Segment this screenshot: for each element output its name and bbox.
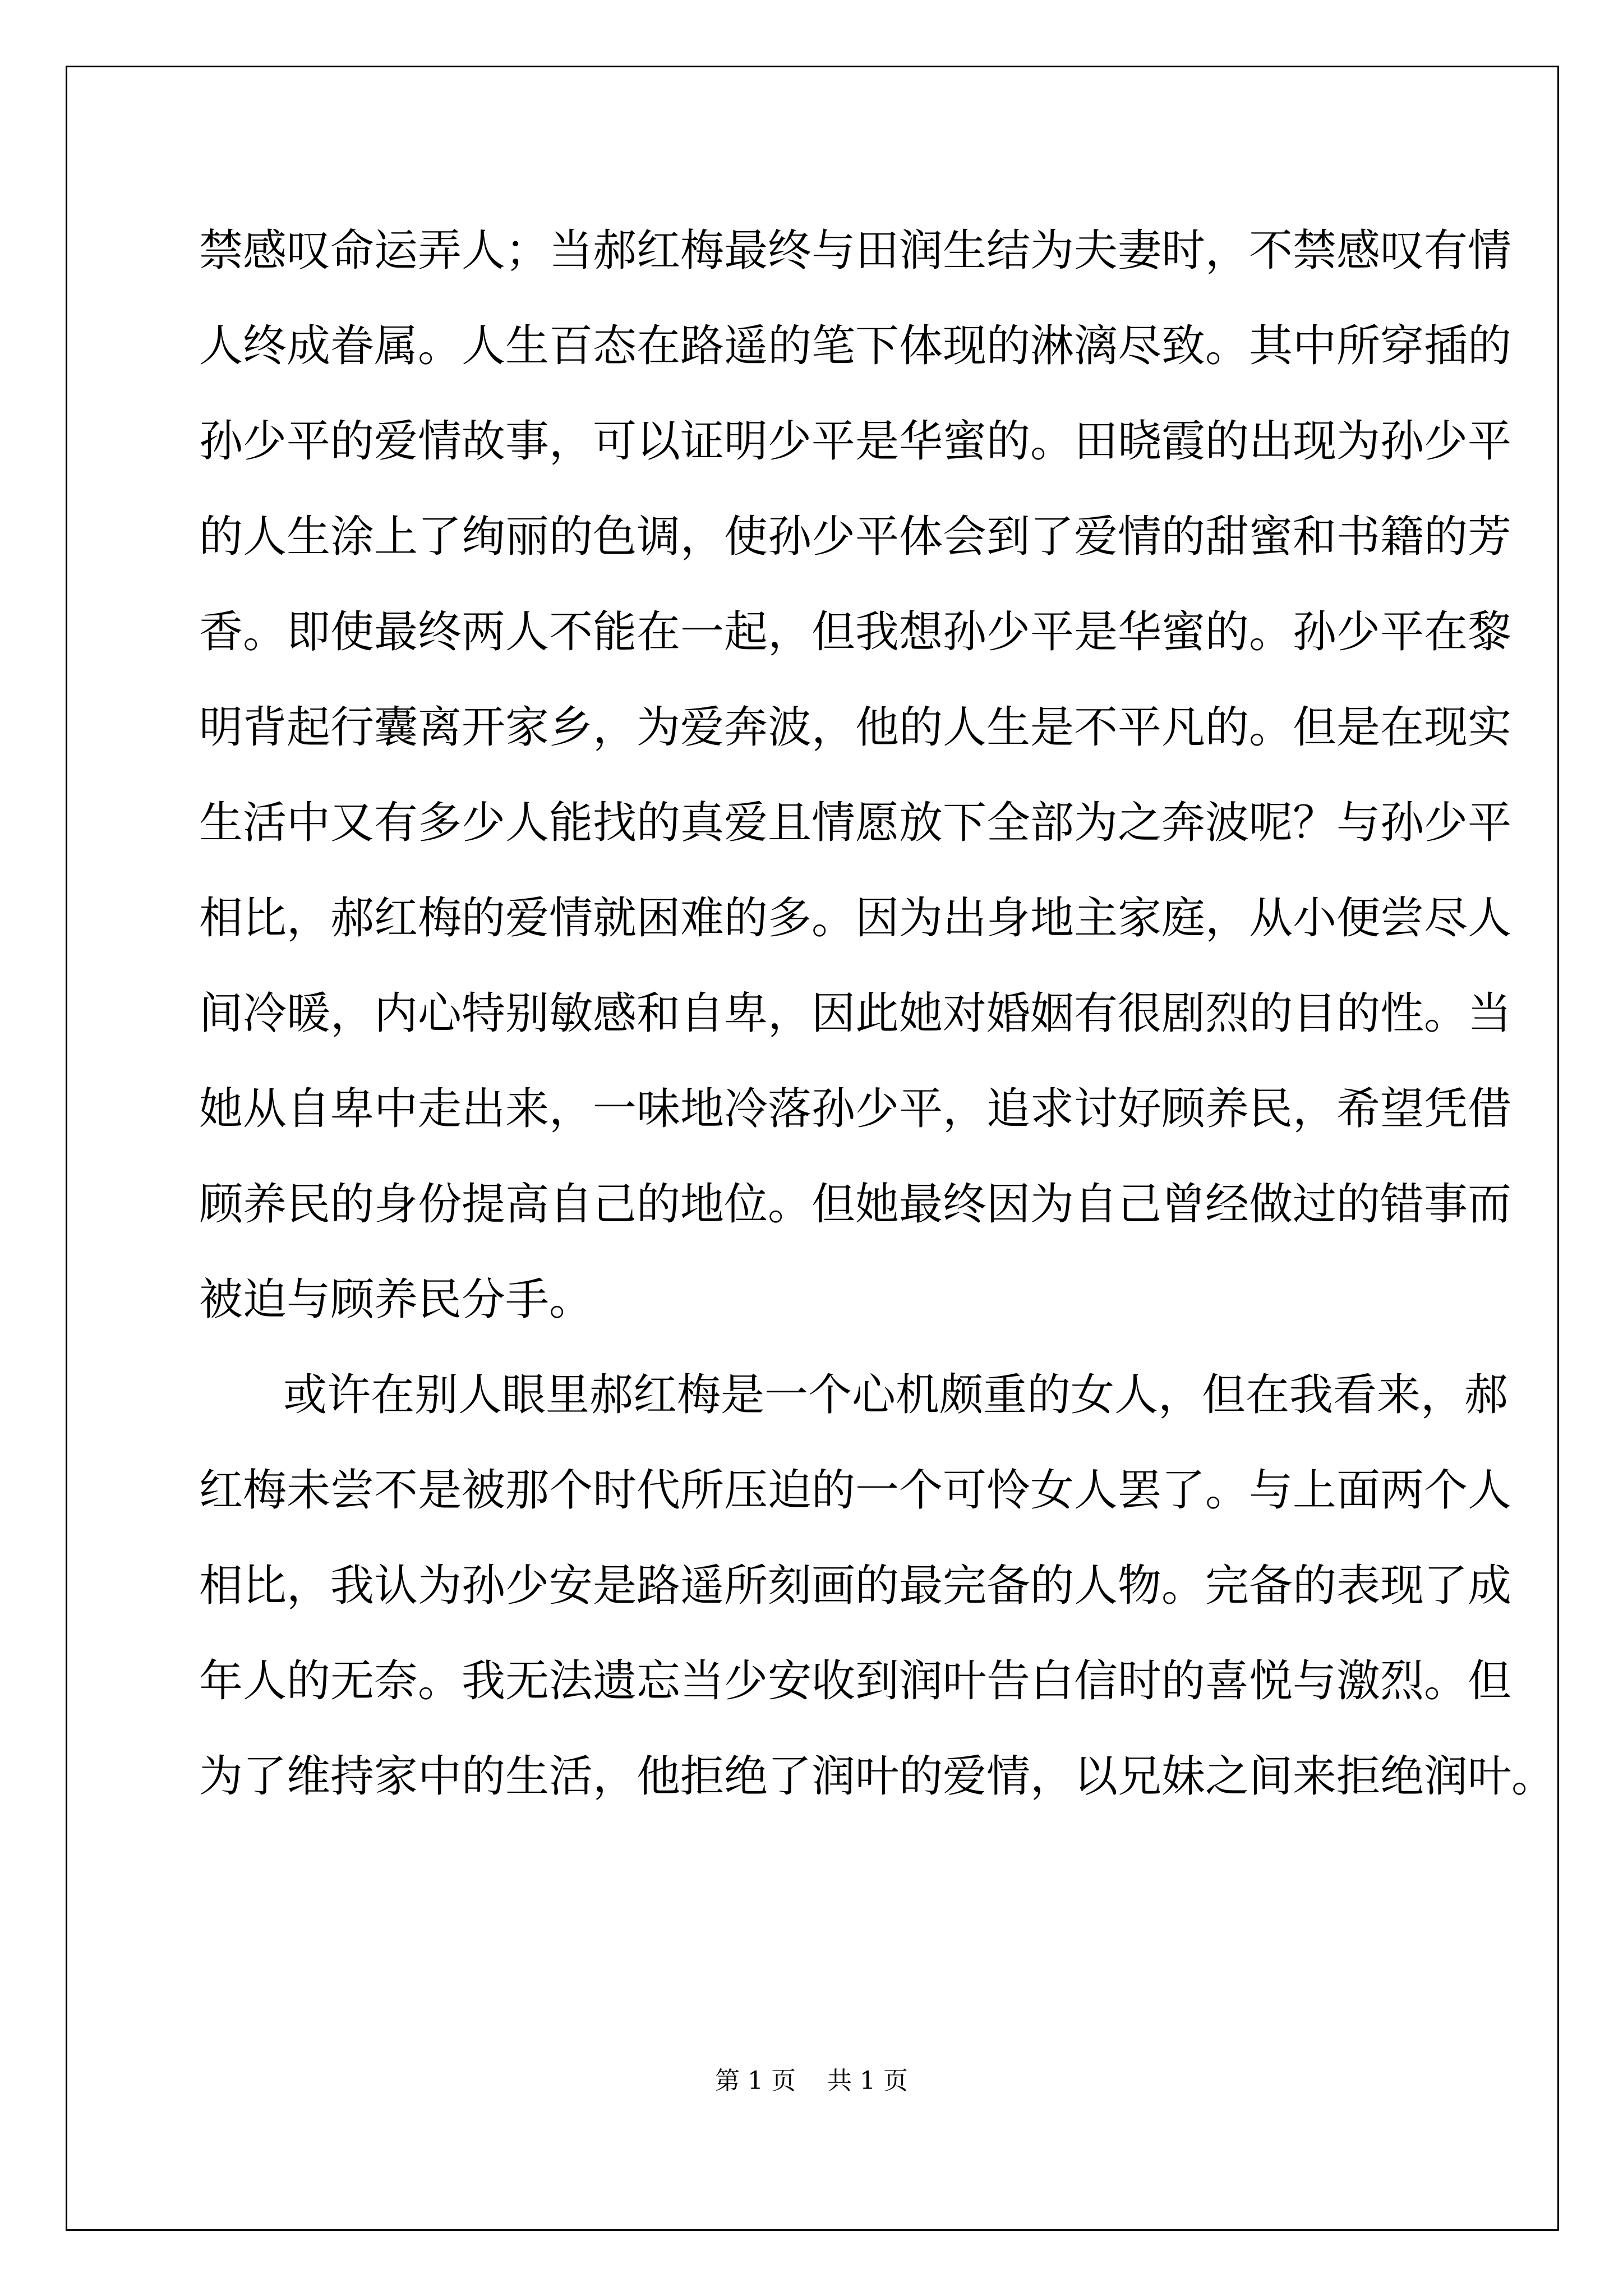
paragraph-1-line-11: 顾养民的身份提高自己的地位。但她最终因为自己曾经做过的错事而 [199,1179,1512,1230]
paragraph-2-line-1: 或许在别人眼里郝红梅是一个心机颇重的女人，但在我看来，郝 [283,1370,1509,1420]
paragraph-1-line-1: 禁感叹命运弄人；当郝红梅最终与田润生结为夫妻时，不禁感叹有情 [199,226,1512,276]
page-border [66,66,1559,2231]
paragraph-1-line-3: 孙少平的爱情故事，可以证明少平是华蜜的。田晓霞的出现为孙少平 [199,416,1512,467]
paragraph-1-line-7: 生活中又有多少人能找的真爱且情愿放下全部为之奔波呢？与孙少平 [199,798,1512,848]
paragraph-1-line-2: 人终成眷属。人生百态在路遥的笔下体现的淋漓尽致。其中所穿插的 [199,321,1512,371]
paragraph-1-line-6: 明背起行囊离开家乡，为爱奔波，他的人生是不平凡的。但是在现实 [199,702,1512,753]
paragraph-1-line-10: 她从自卑中走出来，一味地冷落孙少平，追求讨好顾养民，希望凭借 [199,1084,1512,1134]
paragraph-1-line-5: 香。即使最终两人不能在一起，但我想孙少平是华蜜的。孙少平在黎 [199,607,1512,657]
paragraph-1-line-12: 被迫与顾养民分手。 [199,1274,593,1325]
paragraph-1-line-4: 的人生涂上了绚丽的色调，使孙少平体会到了爱情的甜蜜和书籍的芳 [199,512,1512,562]
paragraph-2-line-2: 红梅未尝不是被那个时代所压迫的一个可怜女人罢了。与上面两个人 [199,1465,1512,1516]
paragraph-1-line-8: 相比，郝红梅的爱情就困难的多。因为出身地主家庭，从小便尝尽人 [199,893,1512,944]
paragraph-2-line-4: 年人的无奈。我无法遗忘当少安收到润叶告白信时的喜悦与激烈。但 [199,1656,1512,1706]
paragraph-1-line-9: 间冷暖，内心特别敏感和自卑，因此她对婚姻有很剧烈的目的性。当 [199,988,1512,1039]
paragraph-2-line-3: 相比，我认为孙少安是路遥所刻画的最完备的人物。完备的表现了成 [199,1561,1512,1611]
page-number-footer: 第 1 页 共 1 页 [715,2067,908,2095]
paragraph-2-line-5: 为了维持家中的生活，他拒绝了润叶的爱情，以兄妹之间来拒绝润叶。 [199,1751,1556,1802]
